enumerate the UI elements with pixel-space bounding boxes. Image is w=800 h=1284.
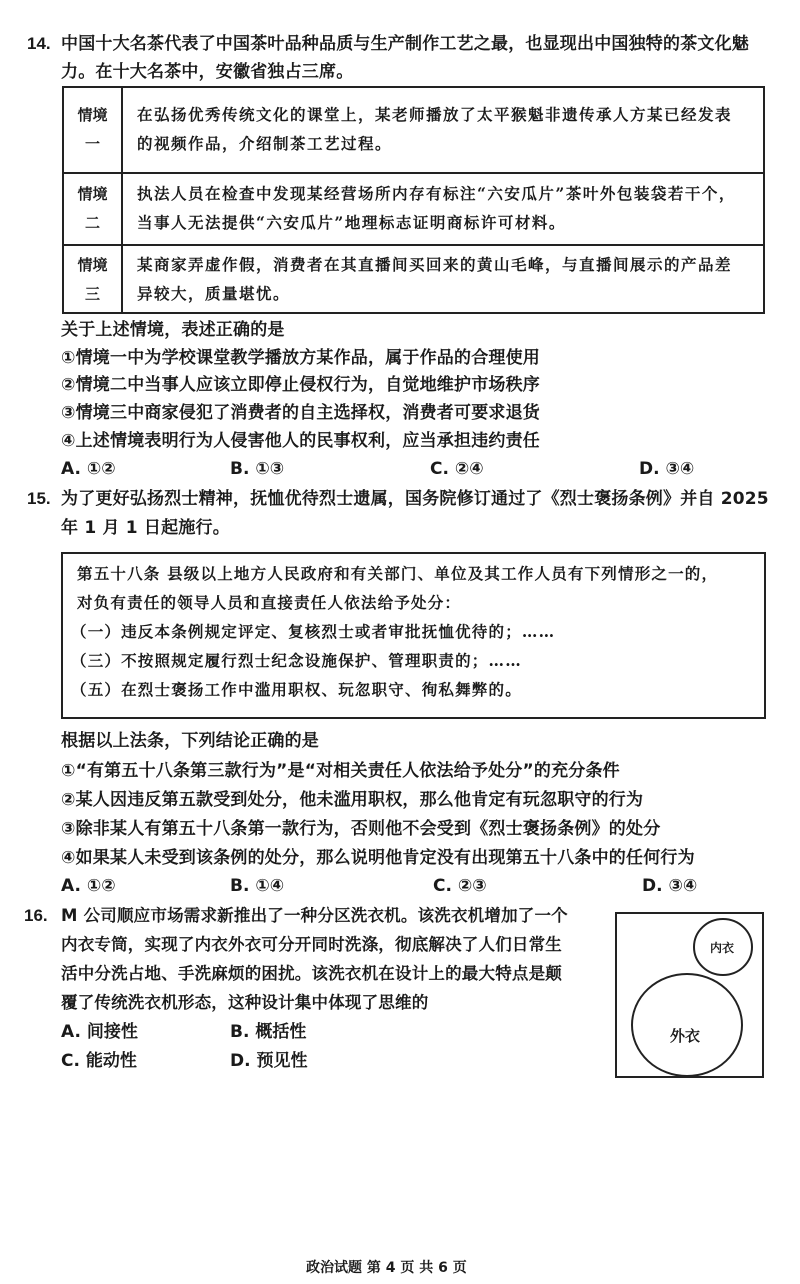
- underwear-drum-label: 内衣: [710, 941, 735, 955]
- scenario-header-1: [64, 88, 123, 172]
- q16-stem-line-3: 活中分洗占地、手洗麻烦的困扰。该洗衣机在设计上的最大特点是颠: [61, 964, 562, 983]
- q16-option-c[interactable]: C. 能动性: [61, 1051, 137, 1071]
- scenario-header-2-line-1: 情境: [77, 185, 108, 203]
- q16-stem-line-1: M 公司顺应市场需求新推出了一种分区洗衣机。该洗衣机增加了一个: [61, 906, 568, 925]
- q15-statement-3: ③除非某人有第五十八条第一款行为，否则他不会受到《烈士褒扬条例》的处分: [61, 819, 661, 839]
- q15-option-a[interactable]: A. ①②: [61, 876, 116, 896]
- outerwear-drum-label: 外衣: [670, 1027, 701, 1045]
- law-article-line-3: （一）违反本条例规定评定、复核烈士或者审批抚恤优待的；……: [71, 622, 556, 641]
- scenario-header-3-line-1: 情境: [77, 256, 108, 274]
- scenario-header-3-line-2: 三: [84, 285, 100, 303]
- scenario-row-2: [64, 174, 763, 246]
- q14-option-d[interactable]: D. ③④: [639, 459, 695, 479]
- q15-stem-line-1: 为了更好弘扬烈士精神，抚恤优待烈士遗属，国务院修订通过了《烈士褒扬条例》并自 2025: [61, 489, 769, 509]
- law-article-box: [61, 552, 766, 719]
- q16-option-a[interactable]: A. 间接性: [61, 1022, 138, 1042]
- q15-number: 15.: [27, 489, 51, 508]
- scenario-header-1-line-1: 情境: [77, 106, 108, 124]
- q15-prompt: 根据以上法条，下列结论正确的是: [61, 731, 319, 751]
- q14-option-c[interactable]: C. ②④: [430, 459, 484, 479]
- q16-option-b[interactable]: B. 概括性: [230, 1022, 307, 1042]
- q14-statement-2: ②情境二中当事人应该立即停止侵权行为，自觉地维护市场秩序: [61, 375, 540, 395]
- law-article-line-5: （五）在烈士褒扬工作中滥用职权、玩忽职守、徇私舞弊的。: [71, 680, 522, 699]
- law-article-line-1: 第五十八条 县级以上地方人民政府和有关部门、单位及其工作人员有下列情形之一的，: [77, 564, 719, 583]
- q14-statement-4: ④上述情境表明行为人侵害他人的民事权利，应当承担违约责任: [61, 431, 540, 451]
- q14-stem-line-2: 力。在十大名茶中，安徽省独占三席。: [61, 62, 354, 82]
- scenario-header-1-line-2: 一: [84, 135, 100, 153]
- q15-option-d[interactable]: D. ③④: [642, 876, 698, 896]
- scenario-2-line-2: 当事人无法提供“六安瓜片”地理标志证明商标许可材料。: [137, 213, 566, 232]
- law-article-line-4: （三）不按照规定履行烈士纪念设施保护、管理职责的；……: [71, 651, 522, 670]
- q16-stem-line-4: 覆了传统洗衣机形态，这种设计集中体现了思维的: [61, 993, 429, 1012]
- q14-prompt: 关于上述情境，表述正确的是: [61, 320, 285, 340]
- scenario-2-line-1: 执法人员在检查中发现某经营场所内存有标注“六安瓜片”茶叶外包装袋若干个，: [137, 184, 736, 203]
- q14-number: 14.: [27, 34, 51, 53]
- q14-option-a[interactable]: A. ①②: [61, 459, 116, 479]
- scenario-row-3: [64, 246, 763, 312]
- scenario-row-1: [64, 88, 763, 174]
- washing-machine-diagram-svg: [617, 914, 762, 1076]
- q15-option-c[interactable]: C. ②③: [433, 876, 487, 896]
- q16-number: 16.: [24, 906, 48, 925]
- scenario-1-line-2: 的视频作品，介绍制茶工艺过程。: [137, 134, 393, 153]
- law-article-line-2: 对负有责任的领导人员和直接责任人依法给予处分：: [77, 593, 462, 612]
- q16-stem-line-2: 内衣专筒，实现了内衣外衣可分开同时洗涤，彻底解决了人们日常生: [61, 935, 562, 954]
- scenario-header-2: [64, 174, 123, 244]
- washing-machine-diagram: [615, 912, 764, 1078]
- page-footer: 政治试题 第 4 页 共 6 页: [306, 1260, 467, 1276]
- scenario-header-2-line-2: 二: [84, 214, 100, 232]
- q15-statement-4: ④如果某人未受到该条例的处分，那么说明他肯定没有出现第五十八条中的任何行为: [61, 848, 695, 868]
- q15-statement-1: ①“有第五十八条第三款行为”是“对相关责任人依法给予处分”的充分条件: [61, 761, 620, 781]
- q14-stem-line-1: 中国十大名茶代表了中国茶叶品种品质与生产制作工艺之最，也显现出中国独特的茶文化魅: [61, 34, 749, 54]
- scenario-3-line-2: 异较大，质量堪忧。: [137, 284, 291, 303]
- q15-stem-line-2: 年 1 月 1 日起施行。: [61, 518, 230, 538]
- q16-option-d[interactable]: D. 预见性: [230, 1051, 308, 1071]
- scenario-table: [62, 86, 765, 314]
- scenario-3-line-1: 某商家弄虚作假，消费者在其直播间买回来的黄山毛峰，与直播间展示的产品差: [137, 255, 733, 274]
- scenario-1-line-1: 在弘扬优秀传统文化的课堂上，某老师播放了太平猴魁非遗传承人方某已经发表: [137, 105, 733, 124]
- q15-option-b[interactable]: B. ①④: [230, 876, 285, 896]
- q14-option-b[interactable]: B. ①③: [230, 459, 285, 479]
- q14-statement-1: ①情境一中为学校课堂教学播放方某作品，属于作品的合理使用: [61, 348, 540, 368]
- q14-statement-3: ③情境三中商家侵犯了消费者的自主选择权，消费者可要求退货: [61, 403, 540, 423]
- q15-statement-2: ②某人因违反第五款受到处分，他未滥用职权，那么他肯定有玩忽职守的行为: [61, 790, 644, 810]
- scenario-header-3: [64, 246, 123, 312]
